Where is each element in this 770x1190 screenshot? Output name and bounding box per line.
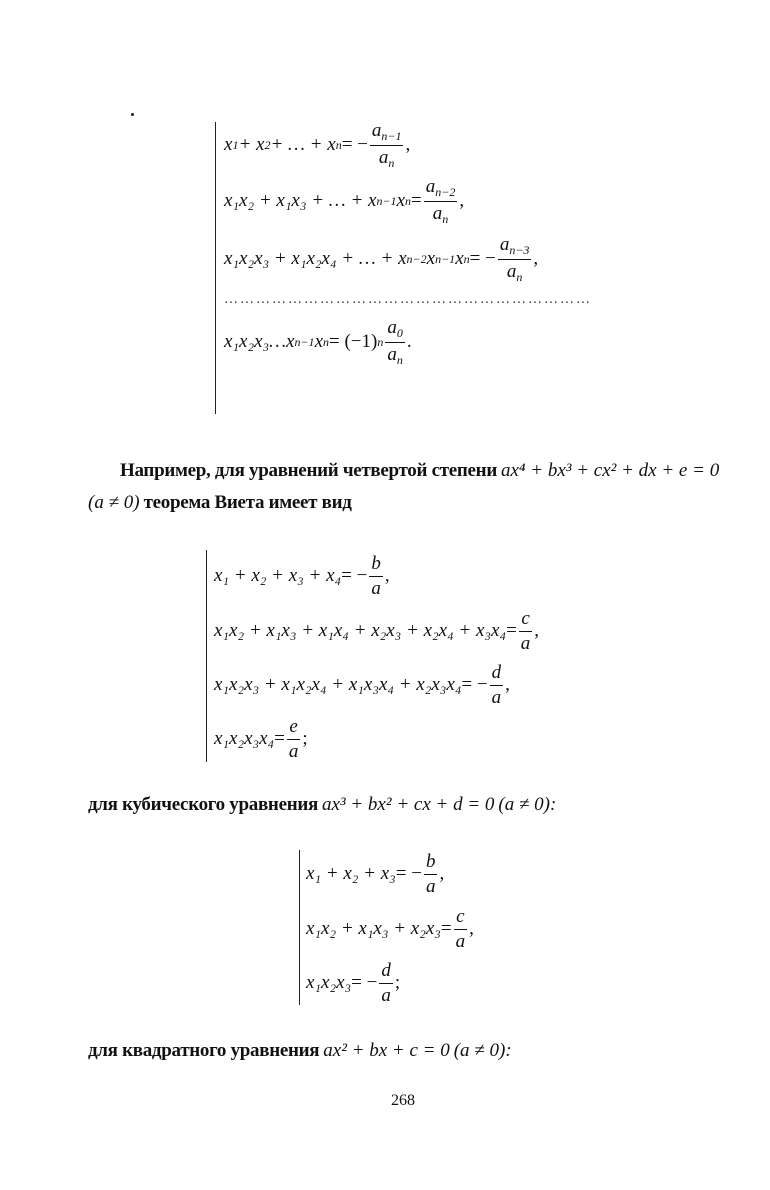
left-brace [299, 850, 300, 1005]
equation-row: x₁x₂ + x₁x₃ + x₂x₃ = $\frac{c}{a}$ , [306, 905, 474, 952]
page-number: 268 [391, 1092, 415, 1109]
cubic-formula: ax³ + bx² + cx + d = 0 [321, 794, 495, 815]
ellipsis-row: …………………………………………………………… [224, 292, 592, 307]
quadratic-formula: ax² + bx + c = 0 [323, 1040, 450, 1061]
left-brace [215, 122, 216, 414]
paragraph-text: для квадратного уравнения [88, 1040, 320, 1061]
equation-row: x₁ + x₂ + x₃ + x₄ = − $\frac{b}{a}$ , [214, 552, 390, 599]
condition: (a ≠ 0): [498, 794, 557, 815]
vieta-quartic-system [214, 548, 539, 766]
fraction: $\frac{c}{a}$ [455, 905, 466, 952]
scan-speck [131, 113, 134, 116]
equation-row: x₁x₂x₃ = − $\frac{d}{a}$ ; [306, 959, 401, 1006]
vieta-general-system [224, 118, 592, 372]
equation-row: x₁x₂ + x₁x₃ + … + x n−1 x n = $\frac{a_{n-2}}{a_n}$ , [224, 175, 465, 226]
fraction: $\frac{c}{a}$ [520, 607, 531, 654]
paragraph-cubic [88, 794, 556, 816]
fraction: $\frac{e}{a}$ [288, 715, 299, 762]
vieta-cubic-system [306, 846, 474, 1010]
paragraph-quartic [120, 460, 730, 482]
fraction: $\frac{d}{a}$ [491, 661, 502, 708]
fraction: $\frac{a_0}{a_n}$ [387, 316, 403, 367]
condition: (a ≠ 0): [453, 1040, 512, 1061]
fraction: $\frac{d}{a}$ [381, 959, 391, 1006]
fraction: $\frac{a_{n-3}}{a_n}$ [499, 233, 530, 284]
equation-row: x₁x₂x₃ + x₁x₂x₄ + … + x n−2 x n−1 x n = − $\frac{a_{n-3}}{a_n}$ , [224, 233, 539, 284]
equation-row: x₁x₂x₃ + x₁x₂x₄ + x₁x₃x₄ + x₂x₃x₄ = − $\frac{d}{a}$ , [214, 661, 510, 708]
fraction: $\frac{b}{a}$ [371, 552, 381, 599]
paragraph-text: Например, для уравнений четвертой степени [120, 460, 497, 481]
condition: (a ≠ 0) [88, 492, 140, 513]
equation-row: x₁ + x₂ + x₃ = − $\frac{b}{a}$ , [306, 850, 445, 897]
left-brace [206, 550, 207, 762]
equation-row: x₁x₂ + x₁x₃ + x₁x₄ + x₂x₃ + x₂x₄ + x₃x₄ = $\frac{c}{a}$ , [214, 607, 540, 654]
equation-row: x 1 + x 2 + … + x n = − $\frac{a_{n-1}}{a_n}$ , [224, 119, 411, 170]
equation-row: x₁x₂x₃x₄ = $\frac{e}{a}$ ; [214, 715, 308, 762]
quartic-formula: ax⁴ + bx³ + cx² + dx + e = 0 [500, 460, 720, 481]
paragraph-quadratic [88, 1040, 512, 1062]
paragraph-text: теорема Виета имеет вид [143, 492, 352, 513]
paragraph-quartic-line2 [88, 492, 352, 514]
fraction: $\frac{b}{a}$ [425, 850, 436, 897]
equation-row: x₁x₂x₃…x n−1 x n = (−1) n $\frac{a_0}{a_n}$ . [224, 316, 412, 367]
fraction: $\frac{a_{n-2}}{a_n}$ [425, 175, 456, 226]
paragraph-text: для кубического уравнения [88, 794, 318, 815]
fraction: $\frac{a_{n-1}}{a_n}$ [371, 119, 402, 170]
